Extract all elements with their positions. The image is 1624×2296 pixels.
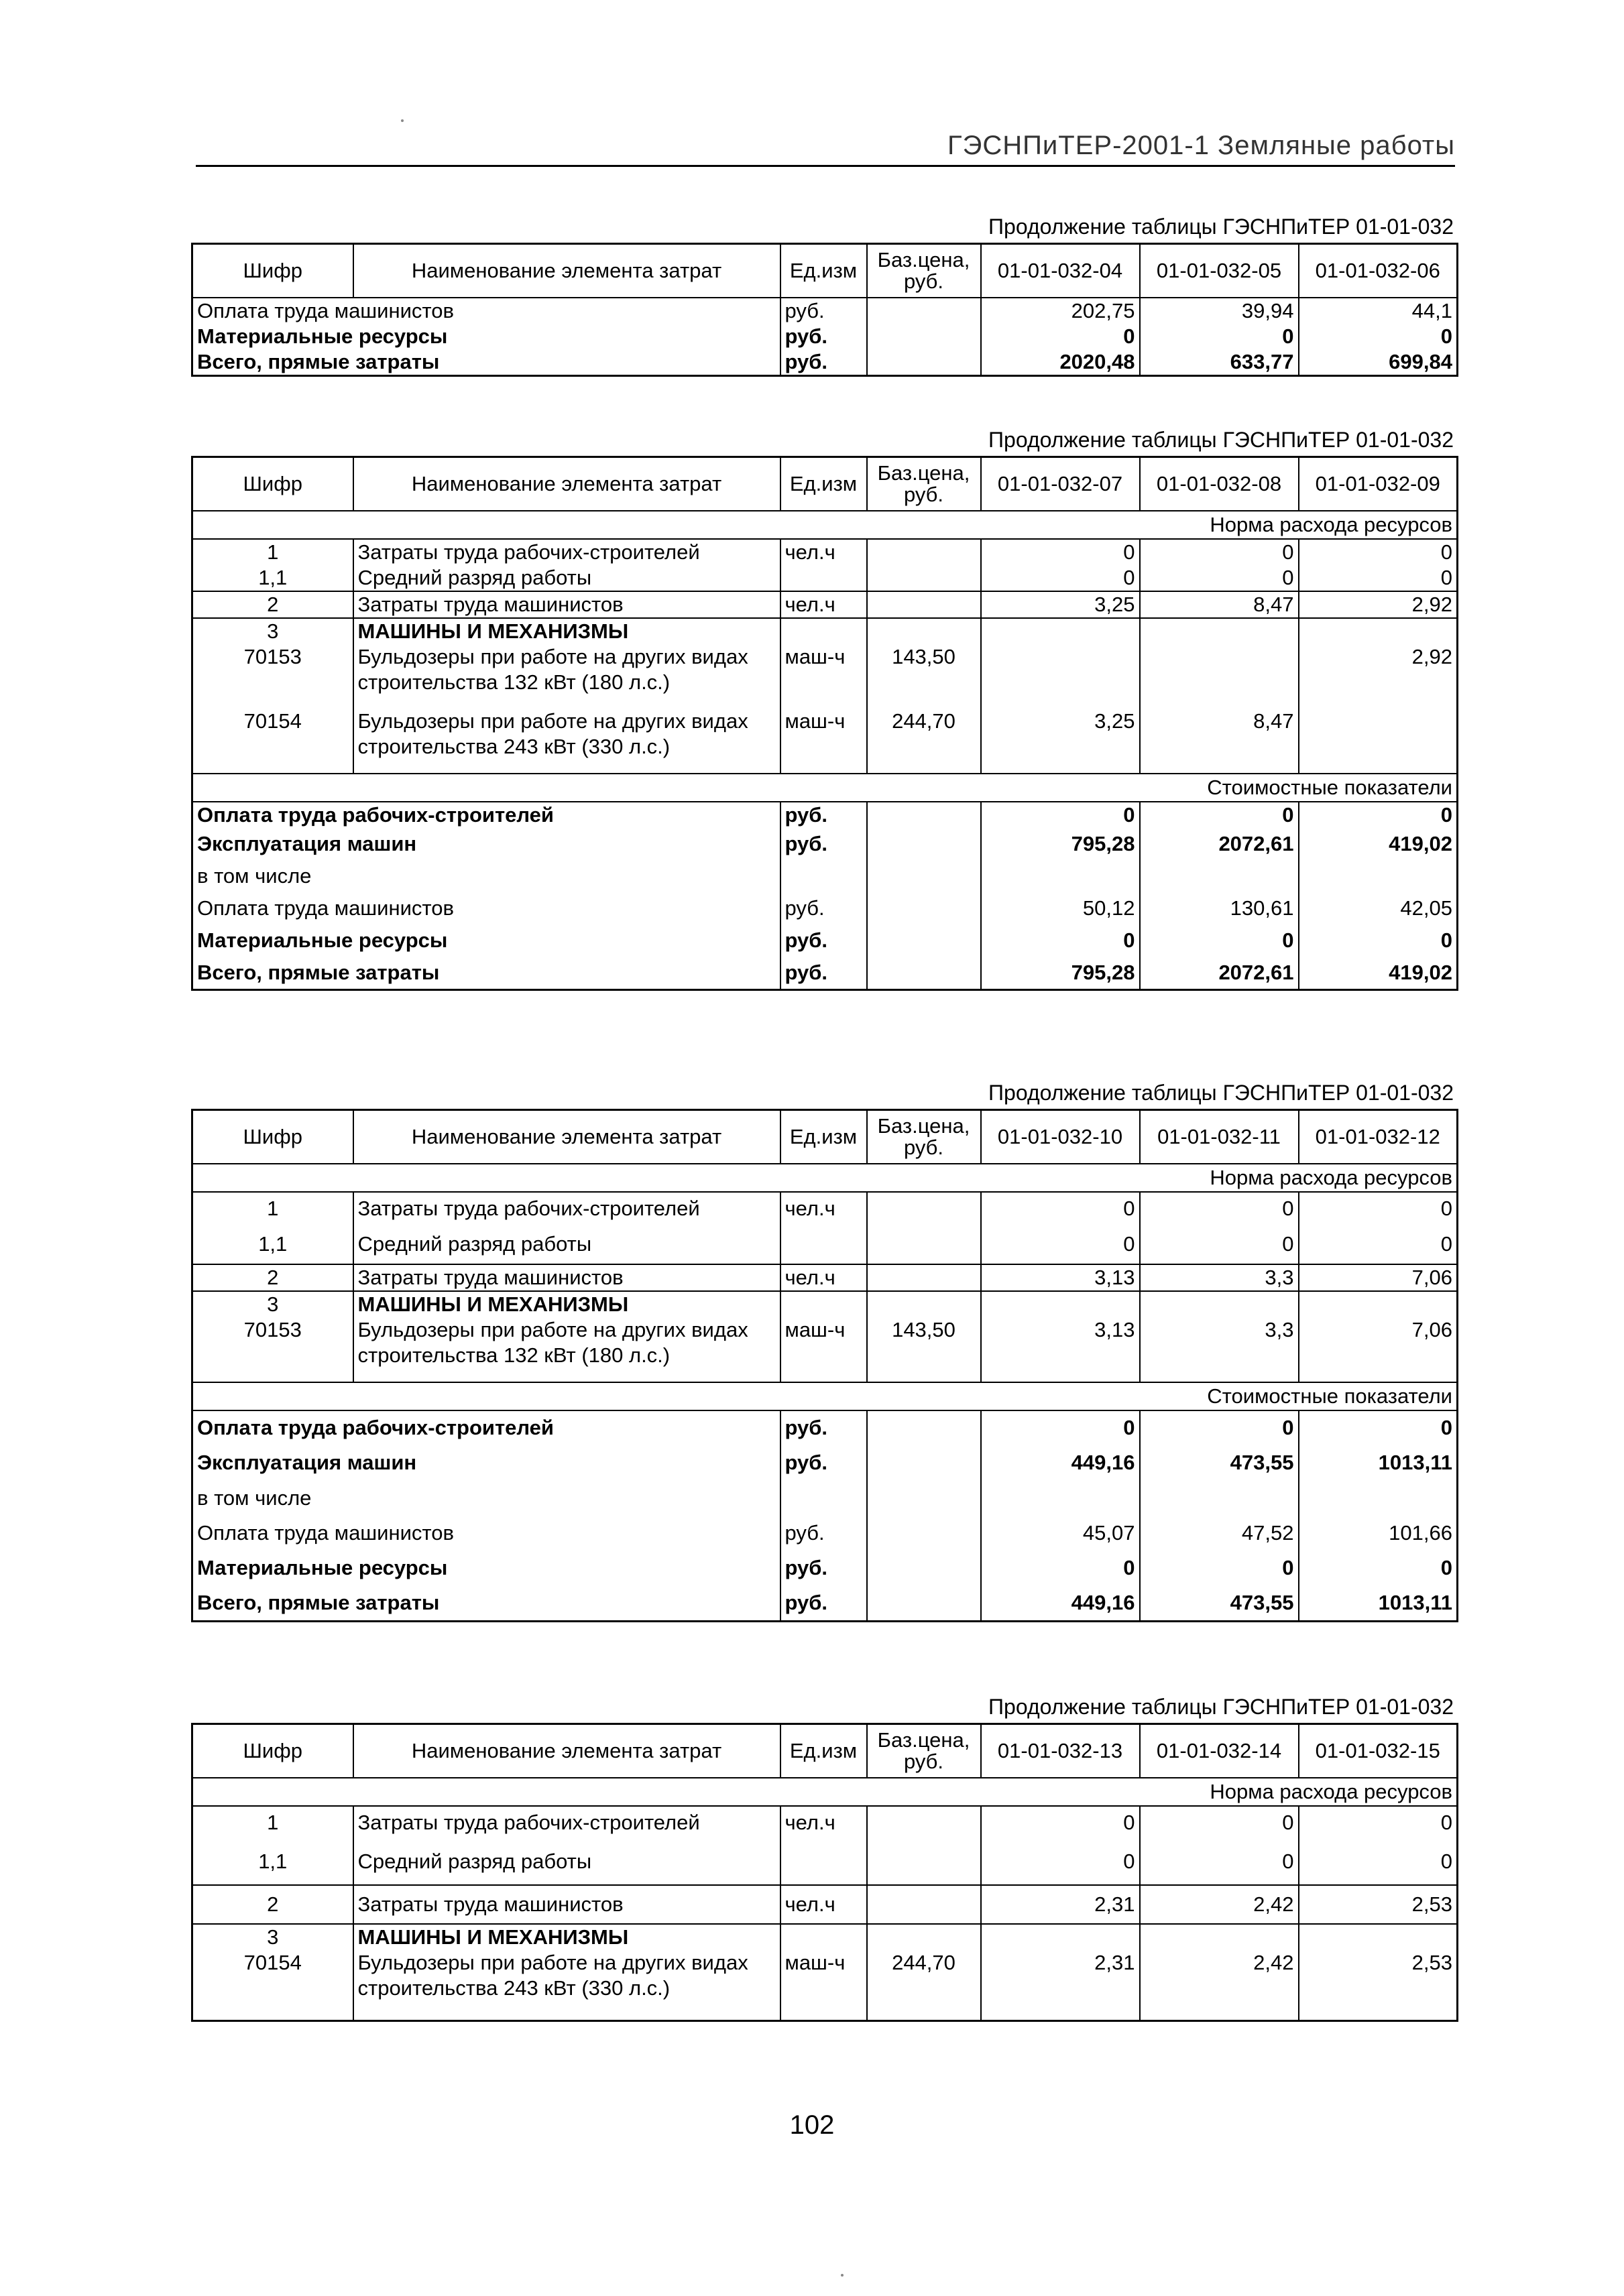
cost-value — [981, 860, 1140, 892]
col-norm-code: 01-01-032-15 — [1299, 1724, 1458, 1778]
cost-value: 130,61 — [1140, 892, 1299, 924]
row-value — [1299, 1291, 1458, 1317]
row-value: 0 — [1299, 565, 1458, 591]
col-norm-code: 01-01-032-14 — [1140, 1724, 1299, 1778]
row-value: 3,25 — [981, 709, 1140, 774]
row-value: 7,06 — [1299, 1264, 1458, 1291]
cost-price — [867, 828, 981, 860]
cost-label: Оплата труда машинистов — [197, 1521, 454, 1545]
cost-value: 0 — [1140, 324, 1299, 349]
row-value: 7,06 — [1299, 1317, 1458, 1382]
row-name: Затраты труда рабочих-строителей — [353, 1806, 780, 1839]
cost-value: 0 — [981, 1551, 1140, 1585]
resource-row — [192, 1885, 1458, 1924]
row-unit: чел.ч — [780, 1264, 867, 1291]
row-value: 2,53 — [1299, 1885, 1458, 1924]
col-price: Баз.цена, руб. — [867, 1110, 981, 1164]
resource-row — [192, 1264, 1458, 1291]
cost-unit — [780, 860, 867, 892]
cost-value: 0 — [981, 924, 1140, 957]
row-value: 2,42 — [1140, 1885, 1299, 1924]
table-header-row — [192, 1724, 1458, 1778]
cost-price — [867, 1551, 981, 1585]
cost-unit: руб. — [780, 924, 867, 957]
row-code: 3 — [192, 1924, 353, 1950]
resource-row — [192, 1225, 1458, 1264]
table-header-row — [192, 457, 1458, 511]
col-unit: Ед.изм — [780, 244, 867, 298]
cost-value: 44,1 — [1299, 298, 1458, 324]
row-value: 2,42 — [1140, 1950, 1299, 2021]
row-value — [1140, 1924, 1299, 1950]
table-caption: Продолжение таблицы ГЭСНПиТЕР 01-01-032 — [988, 1081, 1454, 1105]
cost-label: Материальные ресурсы — [197, 928, 448, 952]
row-name: Затраты труда рабочих-строителей — [353, 539, 780, 565]
cost-value: 1013,11 — [1299, 1585, 1458, 1622]
col-norm-code: 01-01-032-11 — [1140, 1110, 1299, 1164]
cost-unit: руб. — [780, 892, 867, 924]
cost-unit: руб. — [780, 802, 867, 828]
scan-speck — [401, 119, 404, 122]
cost-label: Оплата труда машинистов — [197, 896, 454, 920]
cost-value: 0 — [981, 1410, 1140, 1445]
row-price — [867, 1924, 981, 1950]
row-value: 3,13 — [981, 1317, 1140, 1382]
cost-value: 449,16 — [981, 1445, 1140, 1481]
row-price — [867, 1264, 981, 1291]
row-name: Средний разряд работы — [353, 1225, 780, 1264]
row-price — [867, 618, 981, 644]
cost-value: 42,05 — [1299, 892, 1458, 924]
resource-row — [192, 1317, 1458, 1382]
row-code: 1 — [267, 1197, 279, 1220]
row-unit: чел.ч — [780, 1885, 867, 1924]
cost-row — [192, 828, 1458, 860]
row-code: 1,1 — [258, 1232, 288, 1256]
cost-value: 2072,61 — [1140, 828, 1299, 860]
row-price: 244,70 — [867, 1950, 981, 2021]
row-value — [981, 618, 1140, 644]
row-price — [867, 1839, 981, 1885]
row-unit: маш-ч — [780, 1950, 867, 2021]
row-code: 3 — [192, 1291, 353, 1317]
table-header-row — [192, 244, 1458, 298]
col-price: Баз.цена, руб. — [867, 244, 981, 298]
cost-value — [1140, 860, 1299, 892]
cost-row — [192, 1410, 1458, 1445]
cost-unit: руб. — [780, 1516, 867, 1551]
cost-unit: руб. — [780, 957, 867, 990]
cost-price — [867, 1516, 981, 1551]
row-value: 2,92 — [1299, 591, 1458, 618]
cost-value: 699,84 — [1299, 349, 1458, 376]
cost-value: 0 — [981, 802, 1140, 828]
cost-value: 45,07 — [981, 1516, 1140, 1551]
cost-row — [192, 860, 1458, 892]
row-value: 0 — [1299, 1839, 1458, 1885]
resource-row — [192, 1839, 1458, 1885]
norm-banner: Норма расхода ресурсов — [192, 1164, 1458, 1192]
cost-value: 2020,48 — [981, 349, 1140, 376]
row-value — [1299, 709, 1458, 774]
cost-price — [867, 298, 981, 324]
cost-label: Эксплуатация машин — [197, 832, 417, 855]
cost-label: в том числе — [197, 1486, 312, 1510]
row-value: 2,53 — [1299, 1950, 1458, 2021]
table-caption: Продолжение таблицы ГЭСНПиТЕР 01-01-032 — [988, 428, 1454, 452]
cost-value: 0 — [1299, 1410, 1458, 1445]
row-price: 143,50 — [867, 1317, 981, 1382]
section-banner-row — [192, 1164, 1458, 1192]
cost-row — [192, 1445, 1458, 1481]
row-unit — [780, 1839, 867, 1885]
cost-label: Всего, прямые затраты — [197, 961, 440, 984]
row-value — [1140, 1291, 1299, 1317]
resource-row — [192, 1291, 1458, 1317]
cost-row — [192, 924, 1458, 957]
cost-row — [192, 349, 1458, 376]
cost-unit: руб. — [780, 1585, 867, 1622]
cost-value: 0 — [1140, 1410, 1299, 1445]
cost-banner: Стоимостные показатели — [192, 1382, 1458, 1410]
row-value — [1299, 618, 1458, 644]
col-norm-code: 01-01-032-09 — [1299, 457, 1458, 511]
row-price — [867, 591, 981, 618]
row-code: 1 — [267, 540, 279, 564]
cost-unit: руб. — [780, 828, 867, 860]
cost-price — [867, 1481, 981, 1516]
row-value: 8,47 — [1140, 591, 1299, 618]
row-value: 0 — [981, 1192, 1140, 1225]
cost-value: 1013,11 — [1299, 1445, 1458, 1481]
row-unit: маш-ч — [780, 1317, 867, 1382]
row-price — [867, 539, 981, 565]
header-title: ГЭСНПиТЕР-2001-1 Земляные работы — [947, 131, 1455, 160]
cost-value: 0 — [981, 324, 1140, 349]
row-price — [867, 1225, 981, 1264]
cost-value: 795,28 — [981, 828, 1140, 860]
col-norm-code: 01-01-032-05 — [1140, 244, 1299, 298]
resource-row — [192, 1192, 1458, 1225]
col-price: Баз.цена, руб. — [867, 457, 981, 511]
cost-value: 0 — [1299, 924, 1458, 957]
col-unit: Ед.изм — [780, 1724, 867, 1778]
row-price: 143,50 — [867, 644, 981, 709]
cost-value: 202,75 — [981, 298, 1140, 324]
cost-value: 0 — [1299, 324, 1458, 349]
cost-value: 50,12 — [981, 892, 1140, 924]
cost-row — [192, 957, 1458, 990]
row-value: 0 — [1140, 539, 1299, 565]
resource-row — [192, 565, 1458, 591]
row-value — [1140, 618, 1299, 644]
row-value — [1299, 1924, 1458, 1950]
row-value: 0 — [981, 1839, 1140, 1885]
row-value: 0 — [1140, 1192, 1299, 1225]
col-norm-code: 01-01-032-08 — [1140, 457, 1299, 511]
row-name: МАШИНЫ И МЕХАНИЗМЫ — [353, 618, 780, 644]
cost-value: 449,16 — [981, 1585, 1140, 1622]
cost-unit: руб. — [780, 298, 867, 324]
resource-table — [191, 1723, 1458, 2022]
row-name: Бульдозеры при работе на других видах строительства 243 кВт (330 л.с.) — [353, 1950, 780, 2021]
row-value: 0 — [1299, 539, 1458, 565]
col-name: Наименование элемента затрат — [353, 244, 780, 298]
row-unit: чел.ч — [780, 591, 867, 618]
cost-row — [192, 324, 1458, 349]
cost-price — [867, 802, 981, 828]
row-value — [1140, 644, 1299, 709]
resource-row — [192, 591, 1458, 618]
resource-table — [191, 456, 1458, 991]
row-value — [981, 644, 1140, 709]
row-code: 1 — [267, 1811, 279, 1834]
table-caption: Продолжение таблицы ГЭСНПиТЕР 01-01-032 — [988, 215, 1454, 239]
cost-value — [1299, 860, 1458, 892]
cost-row — [192, 1481, 1458, 1516]
resource-row — [192, 709, 1458, 774]
row-value: 0 — [981, 1225, 1140, 1264]
row-name: Затраты труда рабочих-строителей — [353, 1192, 780, 1225]
col-norm-code: 01-01-032-06 — [1299, 244, 1458, 298]
cost-price — [867, 1585, 981, 1622]
cost-value: 0 — [1140, 1551, 1299, 1585]
cost-value — [1140, 1481, 1299, 1516]
col-norm-code: 01-01-032-12 — [1299, 1110, 1458, 1164]
cost-label: Оплата труда машинистов — [197, 299, 454, 322]
cost-value: 795,28 — [981, 957, 1140, 990]
resource-table — [191, 1109, 1458, 1622]
row-value: 0 — [1299, 1806, 1458, 1839]
cost-value — [981, 1481, 1140, 1516]
cost-value: 39,94 — [1140, 298, 1299, 324]
row-value: 2,92 — [1299, 644, 1458, 709]
cost-label: Материальные ресурсы — [197, 1556, 448, 1579]
row-unit: маш-ч — [780, 709, 867, 774]
col-name: Наименование элемента затрат — [353, 1724, 780, 1778]
cost-banner: Стоимостные показатели — [192, 774, 1458, 802]
page-number: 102 — [789, 2110, 835, 2140]
col-code: Шифр — [192, 244, 353, 298]
cost-value: 101,66 — [1299, 1516, 1458, 1551]
row-name: Затраты труда машинистов — [353, 1264, 780, 1291]
cost-value: 0 — [1140, 924, 1299, 957]
cost-row — [192, 1585, 1458, 1622]
row-name: Затраты труда машинистов — [353, 591, 780, 618]
section-banner-row — [192, 774, 1458, 802]
resource-table — [191, 243, 1458, 377]
section-banner-row — [192, 1382, 1458, 1410]
row-unit: чел.ч — [780, 1806, 867, 1839]
row-value: 0 — [1299, 1192, 1458, 1225]
cost-price — [867, 324, 981, 349]
row-value: 0 — [1140, 1839, 1299, 1885]
row-unit: чел.ч — [780, 1192, 867, 1225]
row-code: 70154 — [243, 1951, 302, 1974]
row-value: 0 — [1140, 565, 1299, 591]
col-name: Наименование элемента затрат — [353, 457, 780, 511]
row-name: Средний разряд работы — [353, 1839, 780, 1885]
row-code: 70153 — [243, 645, 302, 668]
cost-price — [867, 924, 981, 957]
row-code: 1,1 — [258, 566, 288, 589]
cost-label: Всего, прямые затраты — [197, 350, 440, 373]
row-code: 2 — [192, 1264, 353, 1291]
row-price — [867, 1192, 981, 1225]
row-value: 2,31 — [981, 1885, 1140, 1924]
cost-value: 47,52 — [1140, 1516, 1299, 1551]
row-price — [867, 565, 981, 591]
row-name: Средний разряд работы — [353, 565, 780, 591]
row-value: 8,47 — [1140, 709, 1299, 774]
row-price: 244,70 — [867, 709, 981, 774]
row-unit — [780, 1291, 867, 1317]
col-name: Наименование элемента затрат — [353, 1110, 780, 1164]
cost-price — [867, 1410, 981, 1445]
col-norm-code: 01-01-032-04 — [981, 244, 1140, 298]
row-price — [867, 1806, 981, 1839]
section-banner-row — [192, 511, 1458, 539]
cost-value — [1299, 1481, 1458, 1516]
cost-label: в том числе — [197, 864, 312, 888]
cost-price — [867, 860, 981, 892]
resource-row — [192, 1950, 1458, 2021]
resource-row — [192, 644, 1458, 709]
cost-value: 419,02 — [1299, 828, 1458, 860]
row-unit — [780, 618, 867, 644]
row-name: Бульдозеры при работе на других видах строительства 132 кВт (180 л.с.) — [353, 1317, 780, 1382]
resource-row — [192, 1924, 1458, 1950]
cost-unit: руб. — [780, 349, 867, 376]
cost-unit: руб. — [780, 1551, 867, 1585]
row-unit: маш-ч — [780, 644, 867, 709]
col-unit: Ед.изм — [780, 457, 867, 511]
row-value — [981, 1291, 1140, 1317]
col-norm-code: 01-01-032-10 — [981, 1110, 1140, 1164]
page-header — [196, 123, 1455, 167]
cost-row — [192, 1551, 1458, 1585]
table-header-row — [192, 1110, 1458, 1164]
cost-price — [867, 1445, 981, 1481]
section-banner-row — [192, 1778, 1458, 1806]
row-name: Бульдозеры при работе на других видах строительства 243 кВт (330 л.с.) — [353, 709, 780, 774]
row-unit: чел.ч — [780, 539, 867, 565]
row-code: 1,1 — [258, 1850, 288, 1873]
cost-price — [867, 892, 981, 924]
cost-row — [192, 1516, 1458, 1551]
row-value: 0 — [1299, 1225, 1458, 1264]
row-code: 70153 — [243, 1318, 302, 1341]
cost-unit: руб. — [780, 1410, 867, 1445]
col-code: Шифр — [192, 1724, 353, 1778]
row-value: 0 — [981, 539, 1140, 565]
cost-price — [867, 957, 981, 990]
norm-banner: Норма расхода ресурсов — [192, 511, 1458, 539]
cost-value: 419,02 — [1299, 957, 1458, 990]
col-norm-code: 01-01-032-07 — [981, 457, 1140, 511]
cost-label: Оплата труда рабочих-строителей — [197, 1416, 554, 1439]
cost-value: 0 — [1299, 1551, 1458, 1585]
resource-row — [192, 618, 1458, 644]
row-value: 2,31 — [981, 1950, 1140, 2021]
row-code: 3 — [192, 618, 353, 644]
table-caption: Продолжение таблицы ГЭСНПиТЕР 01-01-032 — [988, 1695, 1454, 1719]
cost-value: 0 — [1299, 802, 1458, 828]
cost-row — [192, 892, 1458, 924]
cost-value: 2072,61 — [1140, 957, 1299, 990]
cost-unit: руб. — [780, 1445, 867, 1481]
row-value: 3,3 — [1140, 1317, 1299, 1382]
cost-price — [867, 349, 981, 376]
resource-row — [192, 539, 1458, 565]
col-norm-code: 01-01-032-13 — [981, 1724, 1140, 1778]
row-code: 2 — [192, 591, 353, 618]
scan-speck — [841, 2274, 844, 2277]
row-value: 3,13 — [981, 1264, 1140, 1291]
cost-value: 633,77 — [1140, 349, 1299, 376]
row-unit — [780, 1924, 867, 1950]
cost-unit: руб. — [780, 324, 867, 349]
row-value: 3,25 — [981, 591, 1140, 618]
resource-row — [192, 1806, 1458, 1839]
row-code: 2 — [192, 1885, 353, 1924]
col-code: Шифр — [192, 457, 353, 511]
cost-label: Материальные ресурсы — [197, 324, 448, 348]
row-value: 0 — [981, 1806, 1140, 1839]
row-unit — [780, 1225, 867, 1264]
row-name: Бульдозеры при работе на других видах строительства 132 кВт (180 л.с.) — [353, 644, 780, 709]
cost-unit — [780, 1481, 867, 1516]
col-price: Баз.цена, руб. — [867, 1724, 981, 1778]
row-value: 0 — [1140, 1225, 1299, 1264]
row-value — [981, 1924, 1140, 1950]
row-value: 0 — [1140, 1806, 1299, 1839]
col-code: Шифр — [192, 1110, 353, 1164]
row-value: 0 — [981, 565, 1140, 591]
row-value: 3,3 — [1140, 1264, 1299, 1291]
col-unit: Ед.изм — [780, 1110, 867, 1164]
row-price — [867, 1885, 981, 1924]
row-name: МАШИНЫ И МЕХАНИЗМЫ — [353, 1924, 780, 1950]
cost-label: Всего, прямые затраты — [197, 1591, 440, 1614]
row-price — [867, 1291, 981, 1317]
row-name: Затраты труда машинистов — [353, 1885, 780, 1924]
cost-value: 0 — [1140, 802, 1299, 828]
cost-label: Эксплуатация машин — [197, 1451, 417, 1474]
norm-banner: Норма расхода ресурсов — [192, 1778, 1458, 1806]
cost-value: 473,55 — [1140, 1445, 1299, 1481]
cost-label: Оплата труда рабочих-строителей — [197, 803, 554, 827]
row-name: МАШИНЫ И МЕХАНИЗМЫ — [353, 1291, 780, 1317]
row-unit — [780, 565, 867, 591]
cost-row — [192, 298, 1458, 324]
cost-value: 473,55 — [1140, 1585, 1299, 1622]
row-code: 70154 — [243, 709, 302, 733]
cost-row — [192, 802, 1458, 828]
